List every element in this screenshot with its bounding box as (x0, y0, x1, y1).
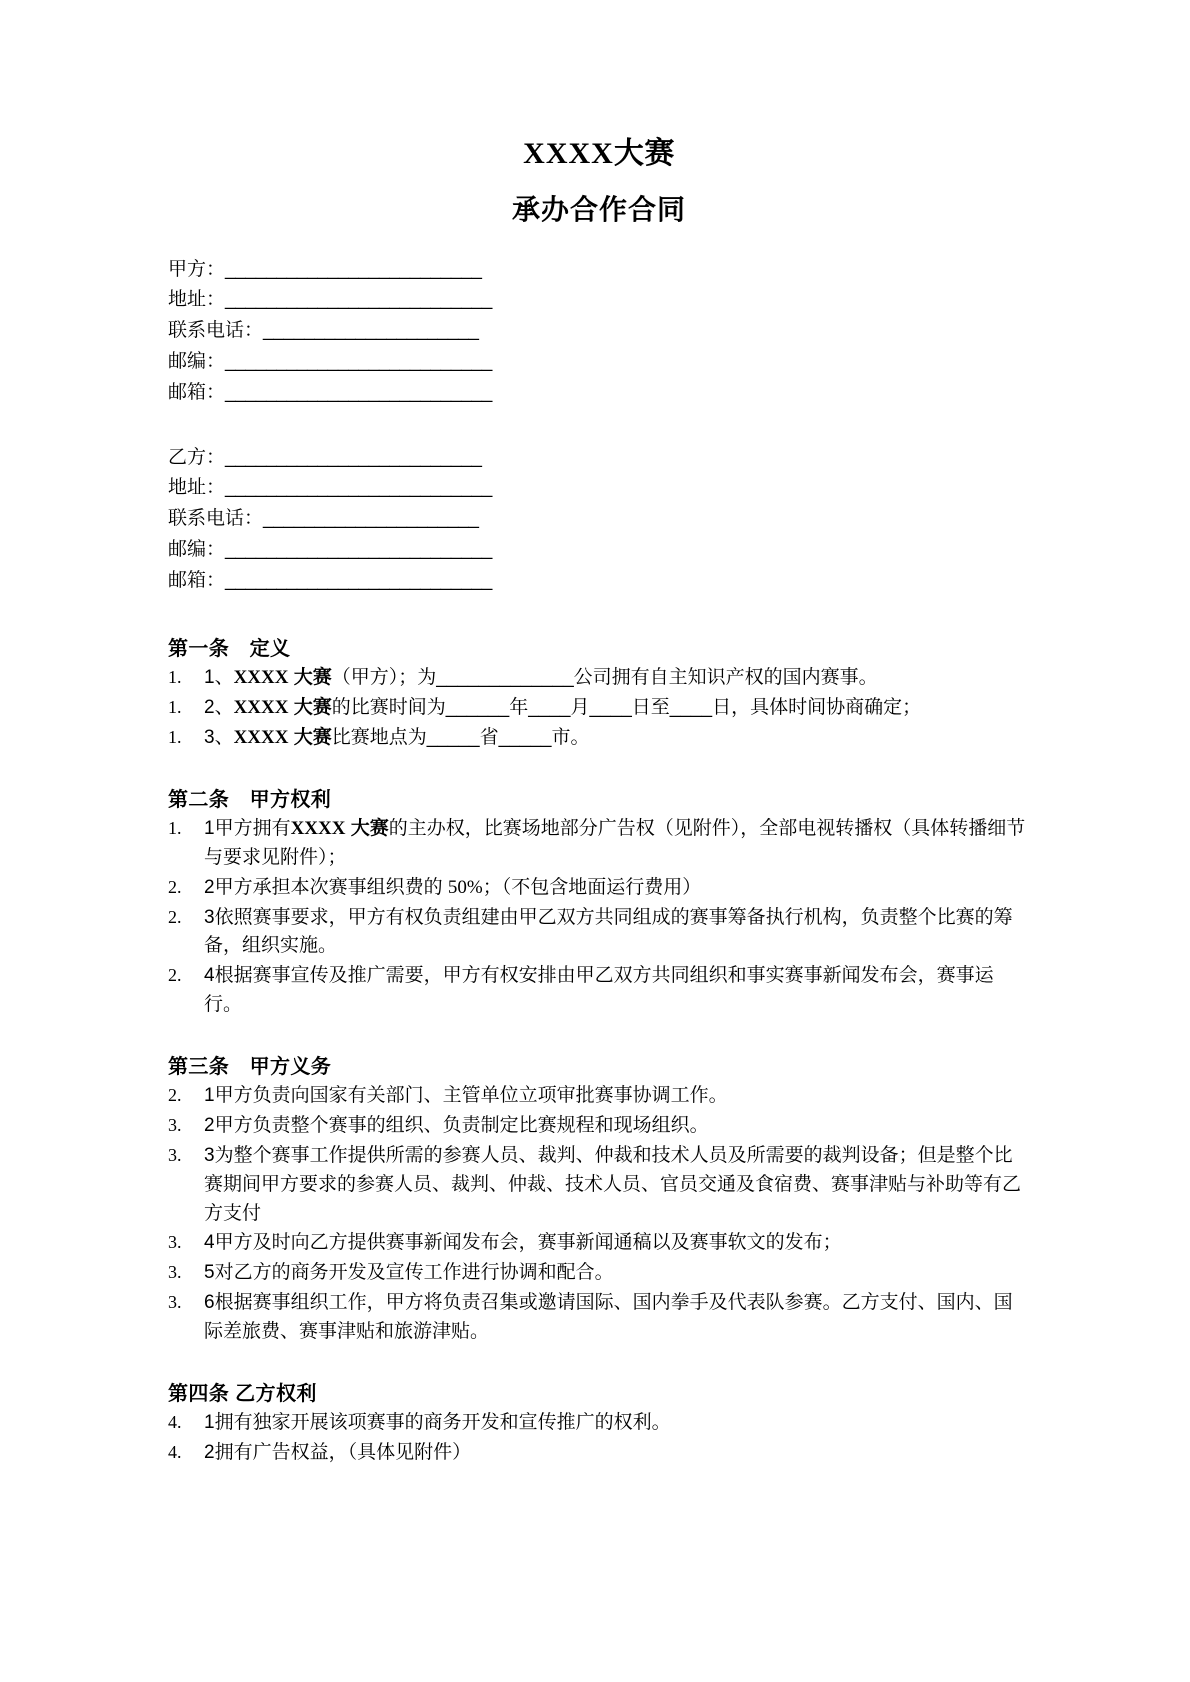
clause-text-run: 比赛地点为 (331, 727, 427, 749)
form-field-row (168, 443, 1030, 474)
field-blank-input[interactable]: _____________________ (263, 320, 479, 342)
inline-blank-input[interactable]: _____________ (436, 667, 574, 689)
clause-text-run: 1甲方拥有 (204, 817, 291, 839)
clause-marker: 3. (168, 1114, 182, 1135)
clause-text-run: 3为整个赛事工作提供所需的参赛人员、裁判、仲裁和技术人员及所需要的裁判设备；但是整个比赛期间甲方要求的参赛人员、裁判、仲裁、技术人员、官员交通及食宿费、赛事津贴与补助等有乙方支付 (204, 1144, 1022, 1224)
form-field-row (168, 566, 1030, 597)
emphasis-text: XXXX (290, 817, 346, 839)
clause-item (168, 1409, 1030, 1438)
clause-text (204, 1259, 1030, 1288)
clause-text-run: 日，具体时间协商确定； (712, 697, 922, 719)
clause-item (168, 815, 1030, 873)
clause-item (168, 694, 1030, 723)
clause-text-run: 3、 (204, 727, 234, 749)
form-field-row (168, 473, 1030, 504)
clause-text-run: 年 (509, 697, 529, 719)
field-label: 甲方： (168, 258, 226, 280)
emphasis-text: XXXX (233, 667, 289, 689)
clause-marker: 1. (168, 697, 182, 718)
clause-item (168, 1259, 1030, 1288)
clause-text-run: ____ (669, 697, 713, 719)
clause-text (204, 815, 1030, 873)
page-title (168, 132, 1030, 176)
field-blank-input[interactable]: __________________________ (225, 569, 492, 591)
clause-text-run: 3依照赛事要求，甲方有权负责组建由甲乙双方共同组成的赛事筹备执行机构，负责整个比赛的筹备，组织实施。 (204, 906, 1013, 957)
clause-marker: 2. (168, 965, 182, 986)
clause-marker: 4. (168, 1411, 182, 1432)
numeric-text: 50% (447, 876, 483, 898)
field-label: 邮编： (168, 538, 226, 560)
clause-list (168, 664, 1030, 753)
clause-text-run: 6根据赛事组织工作，甲方将负责召集或邀请国际、国内拳手及代表队参赛。乙方支付、国内、国际差旅费、赛事津贴和旅游津贴。 (204, 1292, 1013, 1343)
clause-text-run: 4甲方及时向乙方提供赛事新闻发布会，赛事新闻通稿以及赛事软文的发布； (204, 1232, 842, 1254)
clause-text (204, 962, 1030, 1020)
clause-text (204, 1142, 1030, 1229)
clause-list (168, 815, 1030, 1020)
field-blank-input[interactable]: __________________________ (225, 538, 492, 560)
field-blank-input[interactable]: _________________________ (225, 446, 482, 468)
section-heading: 第三条 甲方义务 (168, 1056, 332, 1079)
clause-item (168, 664, 1030, 693)
clause-text (204, 1082, 1030, 1111)
title-latin: XXXX (523, 137, 614, 170)
field-label: 邮箱： (168, 381, 226, 403)
clause-text-run: ；（不包含地面运行费用） (482, 876, 702, 898)
clause-marker: 2. (168, 1085, 182, 1106)
clause-text (204, 1409, 1030, 1438)
section-heading: 第二条 甲方权利 (168, 788, 332, 811)
clause-marker: 3. (168, 1232, 182, 1253)
clause-item (168, 1229, 1030, 1258)
clause-text-run: 市。 (551, 727, 590, 749)
form-field-row (168, 347, 1030, 378)
clause-text (204, 1439, 1030, 1468)
clause-text-run: 日至 (631, 697, 670, 719)
clause-item (168, 1112, 1030, 1141)
form-field-row (168, 316, 1030, 347)
clause-marker: 3. (168, 1262, 182, 1283)
clause-item (168, 904, 1030, 962)
emphasis-text: 大赛 (350, 817, 389, 839)
clause-text (204, 904, 1030, 962)
clause-text (204, 664, 1030, 693)
field-blank-input[interactable]: __________________________ (225, 477, 492, 499)
clause-item (168, 1142, 1030, 1229)
emphasis-text: XXXX (233, 727, 289, 749)
page-subtitle: 承办合作合同 (511, 193, 686, 225)
emphasis-text: 大赛 (293, 727, 332, 749)
clause-text-run: 5对乙方的商务开发及宣传工作进行协调和配合。 (204, 1262, 614, 1284)
clause-text-run: 的比赛时间为 (331, 697, 446, 719)
clause-text (204, 1289, 1030, 1347)
clause-text-run: （甲方）；为 (331, 667, 437, 689)
clause-text-run: 省 (479, 727, 499, 749)
emphasis-text: XXXX (233, 697, 289, 719)
document-title-block (168, 132, 1030, 229)
clause-list (168, 1409, 1030, 1468)
clause-text (204, 1229, 1030, 1258)
clause-marker: 1. (168, 667, 182, 688)
clause-marker: 3. (168, 1144, 182, 1165)
section-heading: 第一条 定义 (168, 638, 291, 661)
clause-marker: 2. (168, 906, 182, 927)
clause-marker: 4. (168, 1441, 182, 1462)
field-label: 地址： (168, 477, 226, 499)
field-label: 邮编： (168, 350, 226, 372)
field-label: 邮箱： (168, 569, 226, 591)
clause-text (204, 694, 1030, 723)
clause-text-run: ______ (445, 697, 510, 719)
clause-text-run: 2甲方承担本次赛事组织费的 (204, 876, 448, 898)
field-label: 地址： (168, 289, 226, 311)
emphasis-text: 大赛 (293, 667, 332, 689)
contract-sections (168, 632, 1030, 1467)
clause-marker: 2. (168, 876, 182, 897)
form-field-row (168, 535, 1030, 566)
emphasis-text: 大赛 (293, 697, 332, 719)
clause-text-run: 2、 (204, 697, 234, 719)
field-blank-input[interactable]: __________________________ (225, 381, 492, 403)
clause-text (204, 1112, 1030, 1141)
form-field-row (168, 504, 1030, 535)
clause-text (204, 874, 1030, 903)
clause-text-run: ____ (589, 697, 632, 719)
clause-text-run: 月 (570, 697, 590, 719)
field-label: 联系电话： (168, 508, 264, 530)
clause-item (168, 1082, 1030, 1111)
clause-text-run: 1甲方负责向国家有关部门、主管单位立项审批赛事协调工作。 (204, 1085, 728, 1107)
clause-text-run: _____ (498, 727, 552, 749)
clause-text-run: 2甲方负责整个赛事的组织、负责制定比赛规程和现场组织。 (204, 1114, 709, 1136)
clause-text-run: 2拥有广告权益，（具体见附件） (204, 1441, 472, 1463)
clause-text-run: 公司拥有自主知识产权的国内赛事。 (573, 667, 878, 689)
clause-text-run: 的主办权，比赛场地部分广告权（见附件），全部电视转播权（具体转播细节与要求见附件）； (204, 817, 1026, 868)
section-heading: 第四条 乙方权利 (168, 1382, 317, 1405)
clause-item (168, 1289, 1030, 1347)
field-blank-input[interactable]: _________________________ (225, 258, 482, 280)
clause-item (168, 1439, 1030, 1468)
clause-list (168, 1082, 1030, 1347)
field-blank-input[interactable]: _____________________ (263, 508, 479, 530)
clause-item (168, 874, 1030, 903)
clause-text-run: ____ (528, 697, 571, 719)
clause-marker: 1. (168, 817, 182, 838)
clause-text-run: _____ (426, 727, 480, 749)
field-label: 乙方： (168, 446, 226, 468)
field-blank-input[interactable]: __________________________ (225, 350, 492, 372)
clause-item (168, 962, 1030, 1020)
clause-text-run: 1、 (204, 667, 234, 689)
party-a-block (168, 255, 1030, 409)
clause-marker: 3. (168, 1292, 182, 1313)
field-blank-input[interactable]: __________________________ (225, 289, 492, 311)
clause-item (168, 724, 1030, 753)
clause-marker: 1. (168, 727, 182, 748)
clause-text (204, 724, 1030, 753)
form-field-row (168, 285, 1030, 316)
party-b-block (168, 443, 1030, 597)
title-cjk: 大赛 (613, 137, 675, 170)
form-field-row (168, 378, 1030, 409)
form-field-row (168, 255, 1030, 286)
clause-text-run: 1拥有独家开展该项赛事的商务开发和宣传推广的权利。 (204, 1411, 671, 1433)
clause-text-run: 4根据赛事宣传及推广需要，甲方有权安排由甲乙双方共同组织和事实赛事新闻发布会，赛事运行。 (204, 965, 994, 1016)
field-label: 联系电话： (168, 320, 264, 342)
